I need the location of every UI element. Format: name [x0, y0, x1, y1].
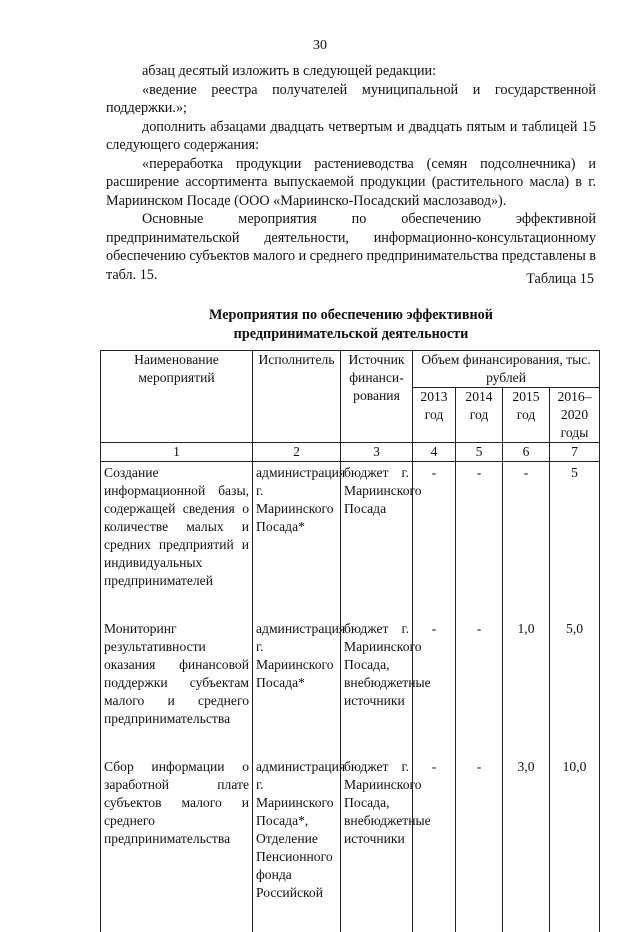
cell-2014: - — [456, 462, 503, 621]
paragraph: «ведение реестра получателей муниципальной и государственной поддержки.»; — [106, 81, 596, 116]
cell-2015: - — [503, 462, 550, 621]
table-row — [101, 620, 600, 758]
events-table — [100, 350, 600, 932]
cell-2013: - — [413, 758, 456, 932]
column-number: 3 — [341, 443, 413, 462]
cell-event: Мониторинг результативности оказания финансовой поддержки субъектам малого и среднего предпринимательства — [101, 620, 253, 758]
cell-executor: администрация г. Мариинского Посада* — [253, 462, 341, 621]
paragraph: абзац десятый изложить в следующей редакции: — [142, 63, 437, 79]
cell-2015: 1,0 — [503, 620, 550, 758]
table-label: Таблица 15 — [526, 271, 594, 287]
cell-2016-2020: 5,0 — [550, 620, 600, 758]
cell-2013: - — [413, 462, 456, 621]
cell-2013: - — [413, 620, 456, 758]
column-number: 4 — [413, 443, 456, 462]
column-number: 1 — [101, 443, 253, 462]
column-number: 2 — [253, 443, 341, 462]
header-event: Наименование мероприятий — [101, 351, 253, 443]
header-year: 2013 год — [413, 388, 456, 443]
cell-2014: - — [456, 758, 503, 932]
cell-executor: администрация г. Мариинского Посада* — [253, 620, 341, 758]
cell-source: бюджет г. Мариинского Посада, внебюджетные источники — [341, 620, 413, 758]
cell-2016-2020: 5 — [550, 462, 600, 621]
cell-event: Создание информационной базы, содержащей сведения о количестве малых и средних предприятий и индивидуальных предпринимателей — [101, 462, 253, 621]
header-year: 2014 год — [456, 388, 503, 443]
table-row — [101, 758, 600, 932]
cell-executor: администрация г. Мариинского Посада*, Отделение Пенсионного фонда Российской — [253, 758, 341, 932]
header-year: 2016–2020 годы — [550, 388, 600, 443]
cell-source: бюджет г. Мариинского Посада — [341, 462, 413, 621]
cell-source: бюджет г. Мариинского Посада, внебюджетные источники — [341, 758, 413, 932]
header-year: 2015 год — [503, 388, 550, 443]
column-number: 6 — [503, 443, 550, 462]
header-source: Источник финанси-рования — [341, 351, 413, 443]
cell-2016-2020: 10,0 — [550, 758, 600, 932]
paragraph: «переработка продукции растениеводства (семян подсолнечника) и расширение ассортимента выпускаемой продукции (растительного масла) в г. Мариинском Посаде (ООО «Мариинско-Посадский маслозавод»). — [106, 155, 596, 209]
header-volume: Объем финансирования, тыс. рублей — [413, 351, 600, 388]
column-number: 5 — [456, 443, 503, 462]
table-row — [101, 462, 600, 621]
column-number: 7 — [550, 443, 600, 462]
cell-event: Сбор информации о заработной плате субъектов малого и среднего предпринимательства — [101, 758, 253, 932]
table-title-line: Мероприятия по обеспечению эффективной — [209, 307, 493, 323]
page-number: 30 — [313, 38, 327, 53]
table-title — [106, 306, 596, 343]
table-title-line: предпринимательской деятельности — [233, 325, 469, 342]
paragraph: Основные мероприятия по обеспечению эффективной предпринимательской деятельности, информационно-консультационному обеспечению субъектов малого и среднего предпринимательства представлены в табл. 15. — [106, 211, 596, 283]
cell-2014: - — [456, 620, 503, 758]
paragraph: дополнить абзацами двадцать четвертым и двадцать пятым и таблицей 15 следующего содержания: — [106, 118, 596, 153]
body-text — [106, 62, 596, 284]
cell-2015: 3,0 — [503, 758, 550, 932]
header-executor: Исполнитель — [253, 351, 341, 443]
